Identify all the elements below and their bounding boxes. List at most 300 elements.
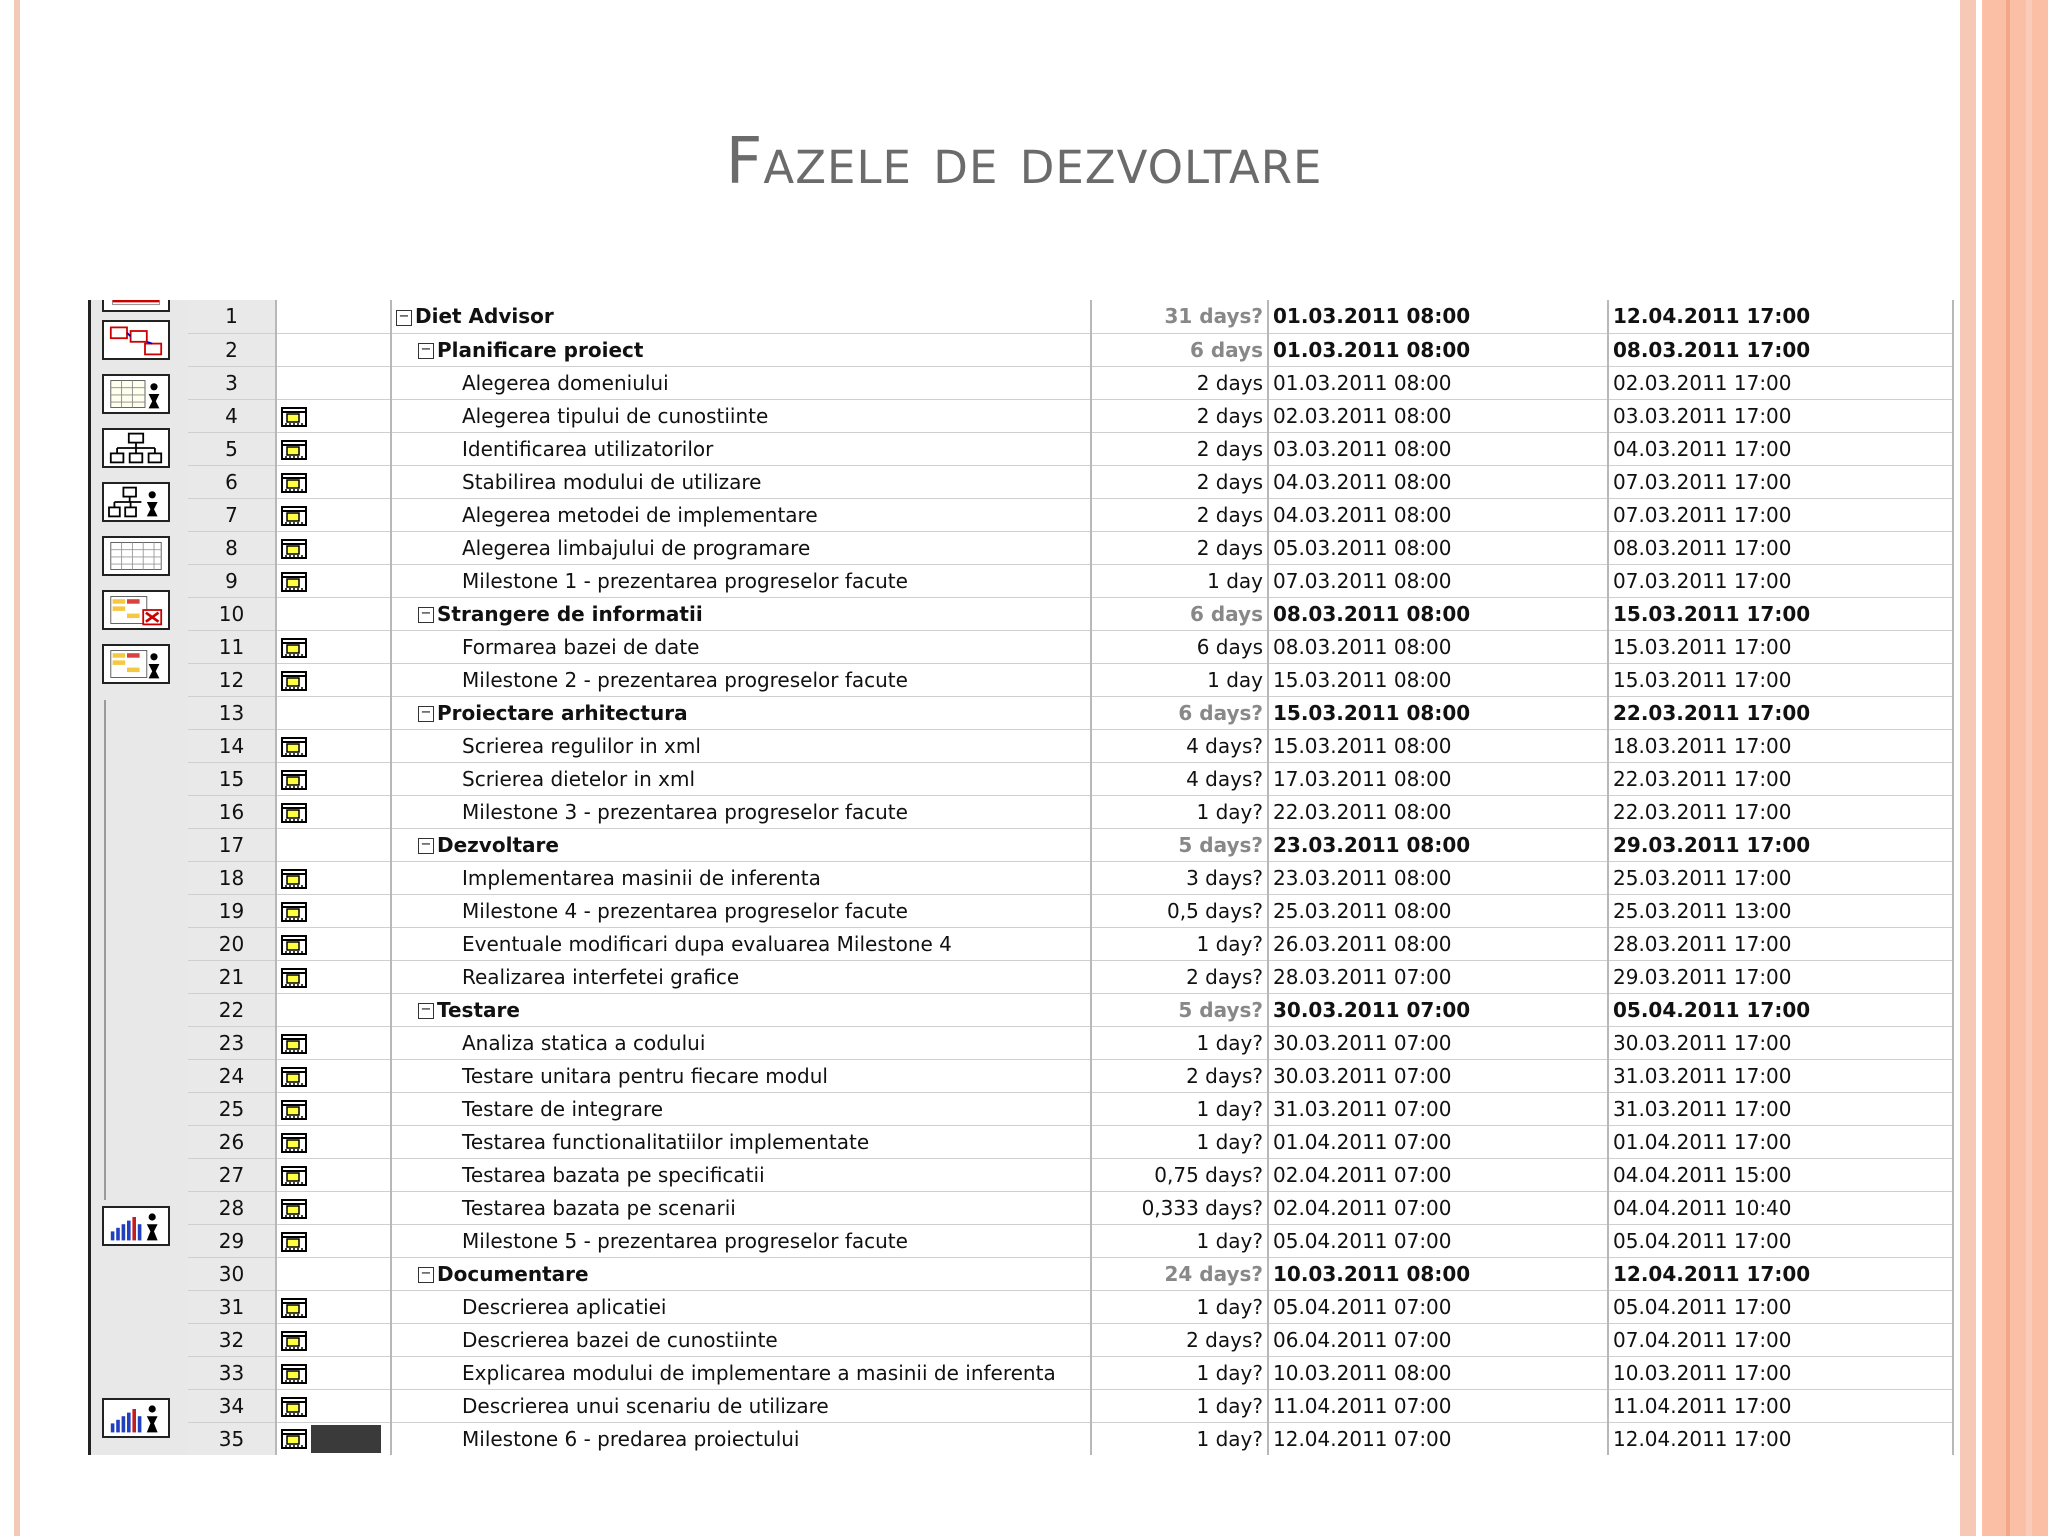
task-name-cell[interactable] bbox=[391, 927, 1091, 960]
task-name: Scrierea regulilor in xml bbox=[462, 733, 701, 758]
task-start-cell[interactable]: 15.03.2011 08:00 bbox=[1268, 663, 1608, 696]
task-indicator-icon bbox=[281, 1199, 307, 1219]
task-duration-cell[interactable]: 1 day bbox=[1091, 564, 1268, 597]
task-finish-cell[interactable]: 15.03.2011 17:00 bbox=[1608, 663, 1953, 696]
task-row[interactable] bbox=[188, 300, 1953, 333]
indicator-cell[interactable] bbox=[276, 1257, 391, 1290]
task-indicator-icon bbox=[281, 935, 307, 955]
task-name-cell[interactable] bbox=[391, 597, 1091, 630]
indicator-cell[interactable] bbox=[276, 366, 391, 399]
task-indicator-icon bbox=[281, 1100, 307, 1120]
task-id-cell[interactable]: 21 bbox=[188, 960, 276, 993]
collapse-toggle-icon[interactable]: − bbox=[396, 310, 412, 326]
task-row[interactable] bbox=[188, 1191, 1953, 1224]
indicator-cell[interactable] bbox=[276, 564, 391, 597]
task-start-cell[interactable]: 01.03.2011 08:00 bbox=[1268, 300, 1608, 333]
task-id-cell[interactable]: 22 bbox=[188, 993, 276, 1026]
task-row[interactable] bbox=[188, 1224, 1953, 1257]
task-duration-cell[interactable]: 2 days bbox=[1091, 498, 1268, 531]
view-bar bbox=[88, 300, 190, 1455]
task-name-cell[interactable] bbox=[391, 1257, 1091, 1290]
task-name-cell[interactable] bbox=[391, 795, 1091, 828]
task-name: Testarea functionalitatiilor implementate bbox=[462, 1129, 870, 1154]
task-start-cell[interactable]: 12.04.2011 07:00 bbox=[1268, 1422, 1608, 1455]
task-finish-cell[interactable]: 05.04.2011 17:00 bbox=[1608, 1224, 1953, 1257]
task-id-cell[interactable]: 5 bbox=[188, 432, 276, 465]
task-id-cell[interactable]: 14 bbox=[188, 729, 276, 762]
task-duration-cell[interactable]: 2 days bbox=[1091, 366, 1268, 399]
task-row[interactable] bbox=[188, 894, 1953, 927]
task-id-cell[interactable]: 27 bbox=[188, 1158, 276, 1191]
task-id-cell[interactable]: 8 bbox=[188, 531, 276, 564]
task-duration-cell[interactable]: 1 day? bbox=[1091, 1026, 1268, 1059]
indicator-cell[interactable] bbox=[276, 828, 391, 861]
task-row[interactable] bbox=[188, 960, 1953, 993]
task-duration-cell[interactable]: 1 day? bbox=[1091, 1092, 1268, 1125]
indicator-cell[interactable] bbox=[276, 993, 391, 1026]
decor-stripe bbox=[2006, 0, 2010, 1536]
indicator-cell[interactable] bbox=[276, 729, 391, 762]
task-name-cell[interactable] bbox=[391, 1158, 1091, 1191]
task-name-cell[interactable] bbox=[391, 729, 1091, 762]
task-name: Milestone 4 - prezentarea progreselor facute bbox=[462, 898, 908, 923]
indicator-cell[interactable] bbox=[276, 894, 391, 927]
task-name-cell[interactable] bbox=[391, 465, 1091, 498]
task-name-cell[interactable] bbox=[391, 1059, 1091, 1092]
task-row[interactable] bbox=[188, 1257, 1953, 1290]
task-name-cell[interactable] bbox=[391, 828, 1091, 861]
task-start-cell[interactable]: 28.03.2011 07:00 bbox=[1268, 960, 1608, 993]
task-start-cell[interactable]: 04.03.2011 08:00 bbox=[1268, 498, 1608, 531]
task-start-cell[interactable]: 05.04.2011 07:00 bbox=[1268, 1224, 1608, 1257]
task-row[interactable] bbox=[188, 366, 1953, 399]
task-name: Descrierea aplicatiei bbox=[462, 1294, 667, 1319]
task-finish-cell[interactable]: 15.03.2011 17:00 bbox=[1608, 630, 1953, 663]
task-duration-cell[interactable]: 31 days? bbox=[1091, 300, 1268, 333]
task-name: Explicarea modului de implementare a masinii de inferenta bbox=[462, 1360, 1056, 1385]
task-name-cell[interactable] bbox=[391, 1422, 1091, 1455]
task-finish-cell[interactable]: 12.04.2011 17:00 bbox=[1608, 1257, 1953, 1290]
collapse-toggle-icon[interactable]: − bbox=[418, 838, 434, 854]
task-id-cell[interactable]: 26 bbox=[188, 1125, 276, 1158]
task-duration-cell[interactable]: 1 day? bbox=[1091, 1290, 1268, 1323]
indicator-cell[interactable] bbox=[276, 861, 391, 894]
task-finish-cell[interactable]: 02.03.2011 17:00 bbox=[1608, 366, 1953, 399]
task-name-cell[interactable] bbox=[391, 1092, 1091, 1125]
task-duration-cell[interactable]: 5 days? bbox=[1091, 993, 1268, 1026]
task-row[interactable] bbox=[188, 828, 1953, 861]
collapse-toggle-icon[interactable]: − bbox=[418, 343, 434, 359]
indicator-cell[interactable] bbox=[276, 696, 391, 729]
task-finish-cell[interactable]: 25.03.2011 17:00 bbox=[1608, 861, 1953, 894]
task-finish-cell[interactable]: 03.03.2011 17:00 bbox=[1608, 399, 1953, 432]
task-row[interactable] bbox=[188, 465, 1953, 498]
task-duration-cell[interactable]: 6 days bbox=[1091, 333, 1268, 366]
task-finish-cell[interactable]: 18.03.2011 17:00 bbox=[1608, 729, 1953, 762]
task-name-cell[interactable] bbox=[391, 1125, 1091, 1158]
task-start-cell[interactable]: 30.03.2011 07:00 bbox=[1268, 993, 1608, 1026]
indicator-cell[interactable] bbox=[276, 1224, 391, 1257]
task-name-cell[interactable] bbox=[391, 1356, 1091, 1389]
selected-cell-highlight bbox=[311, 1425, 381, 1453]
task-row[interactable] bbox=[188, 861, 1953, 894]
task-id-cell[interactable]: 3 bbox=[188, 366, 276, 399]
task-start-cell[interactable]: 11.04.2011 07:00 bbox=[1268, 1389, 1608, 1422]
task-name: Milestone 1 - prezentarea progreselor facute bbox=[462, 568, 908, 593]
task-start-cell[interactable]: 30.03.2011 07:00 bbox=[1268, 1026, 1608, 1059]
task-start-cell[interactable]: 01.04.2011 07:00 bbox=[1268, 1125, 1608, 1158]
task-duration-cell[interactable]: 6 days bbox=[1091, 597, 1268, 630]
collapse-toggle-icon[interactable]: − bbox=[418, 706, 434, 722]
task-finish-cell[interactable]: 31.03.2011 17:00 bbox=[1608, 1059, 1953, 1092]
task-finish-cell[interactable]: 10.03.2011 17:00 bbox=[1608, 1356, 1953, 1389]
task-row[interactable] bbox=[188, 696, 1953, 729]
task-duration-cell[interactable]: 6 days? bbox=[1091, 696, 1268, 729]
indicator-cell[interactable] bbox=[276, 1191, 391, 1224]
indicator-cell[interactable] bbox=[276, 663, 391, 696]
indicator-cell[interactable] bbox=[276, 1323, 391, 1356]
task-row[interactable] bbox=[188, 993, 1953, 1026]
task-start-cell[interactable]: 10.03.2011 08:00 bbox=[1268, 1257, 1608, 1290]
task-finish-cell[interactable]: 07.03.2011 17:00 bbox=[1608, 498, 1953, 531]
task-start-cell[interactable]: 05.04.2011 07:00 bbox=[1268, 1290, 1608, 1323]
task-start-cell[interactable]: 31.03.2011 07:00 bbox=[1268, 1092, 1608, 1125]
view-bar-divider bbox=[104, 700, 106, 1200]
task-finish-cell[interactable]: 29.03.2011 17:00 bbox=[1608, 828, 1953, 861]
task-name-cell[interactable] bbox=[391, 993, 1091, 1026]
task-start-cell[interactable]: 03.03.2011 08:00 bbox=[1268, 432, 1608, 465]
task-id-cell[interactable]: 7 bbox=[188, 498, 276, 531]
task-duration-cell[interactable]: 1 day? bbox=[1091, 795, 1268, 828]
resource-graph-icon[interactable] bbox=[102, 482, 170, 522]
indicator-cell[interactable] bbox=[276, 1290, 391, 1323]
task-finish-cell[interactable]: 31.03.2011 17:00 bbox=[1608, 1092, 1953, 1125]
indicator-cell[interactable] bbox=[276, 630, 391, 663]
task-name-cell[interactable] bbox=[391, 861, 1091, 894]
indicator-cell[interactable] bbox=[276, 432, 391, 465]
task-id-cell[interactable]: 13 bbox=[188, 696, 276, 729]
network-diagram-icon[interactable] bbox=[102, 320, 170, 360]
task-id-cell[interactable]: 28 bbox=[188, 1191, 276, 1224]
indicator-cell[interactable] bbox=[276, 1389, 391, 1422]
tracking-gantt-icon[interactable] bbox=[102, 428, 170, 468]
task-id-cell[interactable]: 1 bbox=[188, 300, 276, 333]
task-start-cell[interactable]: 22.03.2011 08:00 bbox=[1268, 795, 1608, 828]
task-row[interactable] bbox=[188, 1323, 1953, 1356]
resource-graph-bottom-icon[interactable] bbox=[102, 1206, 170, 1246]
task-name-cell[interactable] bbox=[391, 1323, 1091, 1356]
task-duration-cell[interactable]: 1 day? bbox=[1091, 1356, 1268, 1389]
task-indicator-icon bbox=[281, 1034, 307, 1054]
task-name-cell[interactable] bbox=[391, 399, 1091, 432]
task-indicator-icon bbox=[281, 539, 307, 559]
task-row[interactable] bbox=[188, 762, 1953, 795]
task-row[interactable] bbox=[188, 1290, 1953, 1323]
calendar-icon[interactable] bbox=[102, 300, 170, 312]
task-id-cell[interactable]: 10 bbox=[188, 597, 276, 630]
task-id-cell[interactable]: 17 bbox=[188, 828, 276, 861]
task-row[interactable] bbox=[188, 729, 1953, 762]
task-row[interactable] bbox=[188, 927, 1953, 960]
task-start-cell[interactable]: 08.03.2011 08:00 bbox=[1268, 630, 1608, 663]
task-name: Stabilirea modului de utilizare bbox=[462, 469, 762, 494]
task-duration-cell[interactable]: 5 days? bbox=[1091, 828, 1268, 861]
task-id-cell[interactable]: 9 bbox=[188, 564, 276, 597]
task-duration-cell[interactable]: 4 days? bbox=[1091, 762, 1268, 795]
task-duration-cell[interactable]: 6 days bbox=[1091, 630, 1268, 663]
task-finish-cell[interactable]: 22.03.2011 17:00 bbox=[1608, 762, 1953, 795]
task-name: Testare de integrare bbox=[462, 1096, 664, 1121]
task-id-cell[interactable]: 20 bbox=[188, 927, 276, 960]
task-row[interactable] bbox=[188, 1059, 1953, 1092]
indicator-cell[interactable] bbox=[276, 399, 391, 432]
task-name-cell[interactable] bbox=[391, 1191, 1091, 1224]
indicator-cell[interactable] bbox=[276, 1158, 391, 1191]
indicator-cell[interactable] bbox=[276, 498, 391, 531]
task-start-cell[interactable]: 07.03.2011 08:00 bbox=[1268, 564, 1608, 597]
task-name-cell[interactable] bbox=[391, 531, 1091, 564]
task-finish-cell[interactable]: 22.03.2011 17:00 bbox=[1608, 795, 1953, 828]
indicator-cell[interactable] bbox=[276, 597, 391, 630]
task-name: Documentare bbox=[437, 1261, 589, 1286]
task-row[interactable] bbox=[188, 1092, 1953, 1125]
task-duration-cell[interactable]: 1 day? bbox=[1091, 1389, 1268, 1422]
task-duration-cell[interactable]: 2 days? bbox=[1091, 1323, 1268, 1356]
task-name-cell[interactable] bbox=[391, 1290, 1091, 1323]
task-start-cell[interactable]: 25.03.2011 08:00 bbox=[1268, 894, 1608, 927]
indicator-cell[interactable] bbox=[276, 465, 391, 498]
task-finish-cell[interactable]: 04.03.2011 17:00 bbox=[1608, 432, 1953, 465]
task-table bbox=[188, 300, 1954, 1455]
task-duration-cell[interactable]: 4 days? bbox=[1091, 729, 1268, 762]
task-id-cell[interactable]: 31 bbox=[188, 1290, 276, 1323]
task-duration-cell[interactable]: 1 day? bbox=[1091, 1224, 1268, 1257]
indicator-cell[interactable] bbox=[276, 1026, 391, 1059]
task-id-cell[interactable]: 18 bbox=[188, 861, 276, 894]
indicator-cell[interactable] bbox=[276, 795, 391, 828]
task-id-cell[interactable]: 4 bbox=[188, 399, 276, 432]
resource-sheet-icon[interactable] bbox=[102, 536, 170, 576]
task-row[interactable] bbox=[188, 795, 1953, 828]
decor-stripe bbox=[1982, 0, 2048, 1536]
task-name-cell[interactable] bbox=[391, 1389, 1091, 1422]
task-duration-cell[interactable]: 0,5 days? bbox=[1091, 894, 1268, 927]
task-id-cell[interactable]: 33 bbox=[188, 1356, 276, 1389]
task-name-cell[interactable] bbox=[391, 1026, 1091, 1059]
indicator-cell[interactable] bbox=[276, 333, 391, 366]
task-finish-cell[interactable]: 12.04.2011 17:00 bbox=[1608, 300, 1953, 333]
task-start-cell[interactable]: 02.03.2011 08:00 bbox=[1268, 399, 1608, 432]
task-indicator-icon bbox=[281, 803, 307, 823]
task-duration-cell[interactable]: 2 days bbox=[1091, 531, 1268, 564]
more-views-icon[interactable] bbox=[102, 644, 170, 684]
indicator-cell[interactable] bbox=[276, 531, 391, 564]
task-finish-cell[interactable]: 12.04.2011 17:00 bbox=[1608, 1422, 1953, 1455]
task-duration-cell[interactable]: 0,75 days? bbox=[1091, 1158, 1268, 1191]
task-id-cell[interactable]: 30 bbox=[188, 1257, 276, 1290]
task-finish-cell[interactable]: 04.04.2011 15:00 bbox=[1608, 1158, 1953, 1191]
left-border-line bbox=[14, 0, 20, 1536]
task-name-cell[interactable] bbox=[391, 432, 1091, 465]
task-id-cell[interactable]: 6 bbox=[188, 465, 276, 498]
task-duration-cell[interactable]: 2 days? bbox=[1091, 960, 1268, 993]
indicator-cell[interactable] bbox=[276, 960, 391, 993]
task-row[interactable] bbox=[188, 1158, 1953, 1191]
task-row[interactable] bbox=[188, 1389, 1953, 1422]
view-bar-edge bbox=[88, 300, 91, 1455]
project-gantt-screenshot bbox=[88, 300, 1958, 1455]
task-name-cell[interactable] bbox=[391, 564, 1091, 597]
task-finish-cell[interactable]: 08.03.2011 17:00 bbox=[1608, 531, 1953, 564]
task-start-cell[interactable]: 05.03.2011 08:00 bbox=[1268, 531, 1608, 564]
indicator-cell[interactable] bbox=[276, 1059, 391, 1092]
indicator-cell[interactable] bbox=[276, 762, 391, 795]
task-duration-cell[interactable]: 1 day? bbox=[1091, 1125, 1268, 1158]
task-id-cell[interactable]: 19 bbox=[188, 894, 276, 927]
task-name: Alegerea domeniului bbox=[462, 370, 669, 395]
task-name-cell[interactable] bbox=[391, 894, 1091, 927]
task-duration-cell[interactable]: 1 day? bbox=[1091, 927, 1268, 960]
task-start-cell[interactable]: 01.03.2011 08:00 bbox=[1268, 333, 1608, 366]
task-row[interactable] bbox=[188, 1026, 1953, 1059]
task-indicator-icon bbox=[281, 671, 307, 691]
task-id-cell[interactable]: 29 bbox=[188, 1224, 276, 1257]
task-finish-cell[interactable]: 11.04.2011 17:00 bbox=[1608, 1389, 1953, 1422]
task-start-cell[interactable]: 04.03.2011 08:00 bbox=[1268, 465, 1608, 498]
task-id-cell[interactable]: 2 bbox=[188, 333, 276, 366]
task-duration-cell[interactable]: 2 days bbox=[1091, 432, 1268, 465]
task-finish-cell[interactable]: 01.04.2011 17:00 bbox=[1608, 1125, 1953, 1158]
indicator-cell[interactable] bbox=[276, 1356, 391, 1389]
task-name-cell[interactable] bbox=[391, 300, 1091, 333]
task-id-cell[interactable]: 32 bbox=[188, 1323, 276, 1356]
task-start-cell[interactable]: 02.04.2011 07:00 bbox=[1268, 1191, 1608, 1224]
task-finish-cell[interactable]: 04.04.2011 10:40 bbox=[1608, 1191, 1953, 1224]
task-finish-cell[interactable]: 05.04.2011 17:00 bbox=[1608, 993, 1953, 1026]
task-row[interactable] bbox=[188, 399, 1953, 432]
indicator-cell[interactable] bbox=[276, 300, 391, 333]
task-duration-cell[interactable]: 2 days bbox=[1091, 399, 1268, 432]
indicator-cell[interactable] bbox=[276, 927, 391, 960]
task-finish-cell[interactable]: 30.03.2011 17:00 bbox=[1608, 1026, 1953, 1059]
task-start-cell[interactable]: 10.03.2011 08:00 bbox=[1268, 1356, 1608, 1389]
task-duration-cell[interactable]: 2 days bbox=[1091, 465, 1268, 498]
task-id-cell[interactable]: 24 bbox=[188, 1059, 276, 1092]
task-usage-icon[interactable] bbox=[102, 374, 170, 414]
task-row[interactable] bbox=[188, 1356, 1953, 1389]
task-name-cell[interactable] bbox=[391, 1224, 1091, 1257]
task-name-cell[interactable] bbox=[391, 762, 1091, 795]
task-name-cell[interactable] bbox=[391, 696, 1091, 729]
task-finish-cell[interactable]: 15.03.2011 17:00 bbox=[1608, 597, 1953, 630]
collapse-toggle-icon[interactable]: − bbox=[418, 1267, 434, 1283]
task-row[interactable] bbox=[188, 564, 1953, 597]
task-name: Formarea bazei de date bbox=[462, 634, 700, 659]
task-finish-cell[interactable]: 29.03.2011 17:00 bbox=[1608, 960, 1953, 993]
task-start-cell[interactable]: 02.04.2011 07:00 bbox=[1268, 1158, 1608, 1191]
task-finish-cell[interactable]: 05.04.2011 17:00 bbox=[1608, 1290, 1953, 1323]
task-start-cell[interactable]: 06.04.2011 07:00 bbox=[1268, 1323, 1608, 1356]
task-indicator-icon bbox=[281, 407, 307, 427]
task-indicator-icon bbox=[281, 1331, 307, 1351]
task-row[interactable] bbox=[188, 597, 1953, 630]
task-finish-cell[interactable]: 28.03.2011 17:00 bbox=[1608, 927, 1953, 960]
indicator-cell[interactable] bbox=[276, 1092, 391, 1125]
task-id-cell[interactable]: 16 bbox=[188, 795, 276, 828]
task-start-cell[interactable]: 26.03.2011 08:00 bbox=[1268, 927, 1608, 960]
collapse-toggle-icon[interactable]: − bbox=[418, 1003, 434, 1019]
resource-usage-icon[interactable] bbox=[102, 590, 170, 630]
task-indicator-icon bbox=[281, 1298, 307, 1318]
task-row[interactable] bbox=[188, 333, 1953, 366]
task-id-cell[interactable]: 23 bbox=[188, 1026, 276, 1059]
task-name: Milestone 3 - prezentarea progreselor facute bbox=[462, 799, 908, 824]
task-duration-cell[interactable]: 2 days? bbox=[1091, 1059, 1268, 1092]
task-indicator-icon bbox=[281, 1133, 307, 1153]
task-start-cell[interactable]: 17.03.2011 08:00 bbox=[1268, 762, 1608, 795]
task-name-cell[interactable] bbox=[391, 663, 1091, 696]
task-duration-cell[interactable]: 3 days? bbox=[1091, 861, 1268, 894]
task-id-cell[interactable]: 15 bbox=[188, 762, 276, 795]
task-start-cell[interactable]: 01.03.2011 08:00 bbox=[1268, 366, 1608, 399]
task-finish-cell[interactable]: 07.03.2011 17:00 bbox=[1608, 564, 1953, 597]
task-start-cell[interactable]: 08.03.2011 08:00 bbox=[1268, 597, 1608, 630]
task-start-cell[interactable]: 23.03.2011 08:00 bbox=[1268, 828, 1608, 861]
task-indicator-icon bbox=[281, 1364, 307, 1384]
task-duration-cell[interactable]: 1 day bbox=[1091, 663, 1268, 696]
task-id-cell[interactable]: 12 bbox=[188, 663, 276, 696]
task-row[interactable] bbox=[188, 1125, 1953, 1158]
task-row[interactable] bbox=[188, 531, 1953, 564]
task-finish-cell[interactable]: 22.03.2011 17:00 bbox=[1608, 696, 1953, 729]
task-row[interactable] bbox=[188, 432, 1953, 465]
task-start-cell[interactable]: 23.03.2011 08:00 bbox=[1268, 861, 1608, 894]
task-finish-cell[interactable]: 08.03.2011 17:00 bbox=[1608, 333, 1953, 366]
task-row[interactable] bbox=[188, 663, 1953, 696]
task-finish-cell[interactable]: 07.04.2011 17:00 bbox=[1608, 1323, 1953, 1356]
task-name: Testare unitara pentru fiecare modul bbox=[462, 1063, 828, 1088]
indicator-cell[interactable] bbox=[276, 1125, 391, 1158]
task-finish-cell[interactable]: 07.03.2011 17:00 bbox=[1608, 465, 1953, 498]
task-id-cell[interactable]: 11 bbox=[188, 630, 276, 663]
resource-graph-bottom-2-icon[interactable] bbox=[102, 1398, 170, 1438]
task-name-cell[interactable] bbox=[391, 498, 1091, 531]
task-id-cell[interactable]: 34 bbox=[188, 1389, 276, 1422]
task-start-cell[interactable]: 30.03.2011 07:00 bbox=[1268, 1059, 1608, 1092]
task-name: Milestone 6 - predarea proiectului bbox=[462, 1426, 800, 1451]
task-name-cell[interactable] bbox=[391, 960, 1091, 993]
task-row[interactable] bbox=[188, 1422, 1953, 1455]
task-row[interactable] bbox=[188, 630, 1953, 663]
task-start-cell[interactable]: 15.03.2011 08:00 bbox=[1268, 729, 1608, 762]
task-name: Planificare proiect bbox=[437, 337, 644, 362]
collapse-toggle-icon[interactable]: − bbox=[418, 607, 434, 623]
task-duration-cell[interactable]: 1 day? bbox=[1091, 1422, 1268, 1455]
task-duration-cell[interactable]: 24 days? bbox=[1091, 1257, 1268, 1290]
task-finish-cell[interactable]: 25.03.2011 13:00 bbox=[1608, 894, 1953, 927]
task-start-cell[interactable]: 15.03.2011 08:00 bbox=[1268, 696, 1608, 729]
task-id-cell[interactable]: 25 bbox=[188, 1092, 276, 1125]
task-name-cell[interactable] bbox=[391, 366, 1091, 399]
task-name-cell[interactable] bbox=[391, 333, 1091, 366]
task-row[interactable] bbox=[188, 498, 1953, 531]
indicator-cell[interactable] bbox=[276, 1422, 391, 1455]
task-duration-cell[interactable]: 0,333 days? bbox=[1091, 1191, 1268, 1224]
task-name-cell[interactable] bbox=[391, 630, 1091, 663]
task-indicator-icon bbox=[281, 506, 307, 526]
task-id-cell[interactable]: 35 bbox=[188, 1422, 276, 1455]
task-indicator-icon bbox=[281, 1397, 307, 1417]
